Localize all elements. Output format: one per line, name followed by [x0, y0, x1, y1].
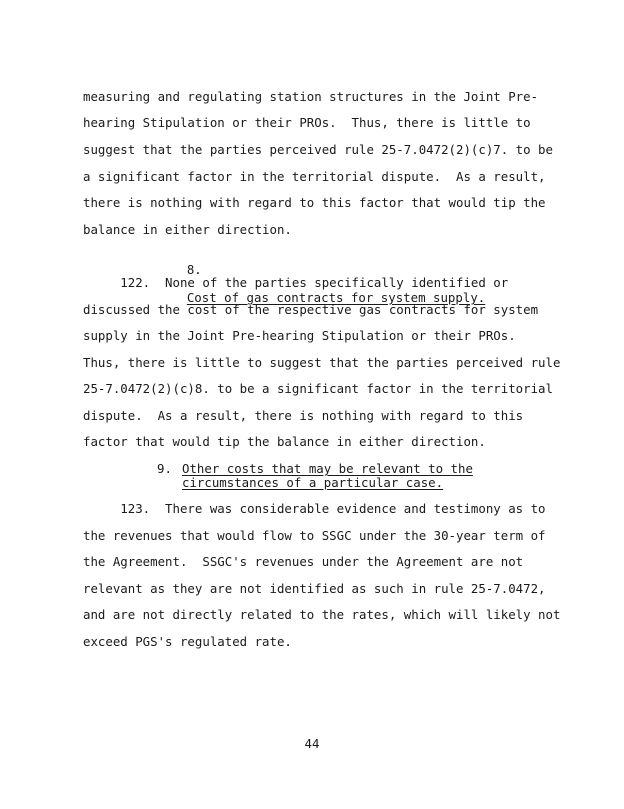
text-line: relevant as they are not identified as such in rule 25-7.0472, — [83, 581, 546, 596]
text-line: exceed PGS's regulated rate. — [83, 634, 292, 649]
page-number: 44 — [304, 736, 320, 751]
text-line: 123. There was considerable evidence and testimony as to — [83, 501, 546, 516]
section-heading-9-number: 9. — [157, 461, 172, 476]
text-line: measuring and regulating station structures in the Joint Pre- — [83, 89, 539, 104]
text-line: discussed the cost of the respective gas contracts for system — [83, 302, 539, 317]
text-line: there is nothing with regard to this factor that would tip the — [83, 195, 546, 210]
text-line: a significant factor in the territorial dispute. As a result, — [83, 169, 546, 184]
heading-number: 8. — [186, 262, 202, 277]
section-heading-9-title-line2: circumstances of a particular case. — [182, 475, 444, 490]
text-line: 122. None of the parties specifically identified or — [83, 275, 509, 290]
text-line: suggest that the parties perceived rule 25-7.0472(2)(c)7. to be — [83, 142, 553, 157]
section-heading-9-title-line1: Other costs that may be relevant to the — [182, 461, 473, 476]
text-line: the revenues that would flow to SSGC under the 30-year term of — [83, 528, 546, 543]
heading-title: Cost of gas contracts for system supply. — [186, 290, 486, 305]
text-line: 25-7.0472(2)(c)8. to be a significant factor in the territorial — [83, 381, 553, 396]
text-line: the Agreement. SSGC's revenues under the Agreement are not — [83, 554, 524, 569]
text-line: dispute. As a result, there is nothing with regard to this — [83, 408, 524, 423]
text-line: balance in either direction. — [83, 222, 292, 237]
text-line: hearing Stipulation or their PROs. Thus, there is little to — [83, 115, 531, 130]
text-line: supply in the Joint Pre-hearing Stipulation or their PROs. — [83, 328, 516, 343]
text-line: factor that would tip the balance in either direction. — [83, 434, 486, 449]
text-line: Thus, there is little to suggest that the parties perceived rule — [83, 355, 561, 370]
text-line: and are not directly related to the rates, which will likely not — [83, 607, 561, 622]
